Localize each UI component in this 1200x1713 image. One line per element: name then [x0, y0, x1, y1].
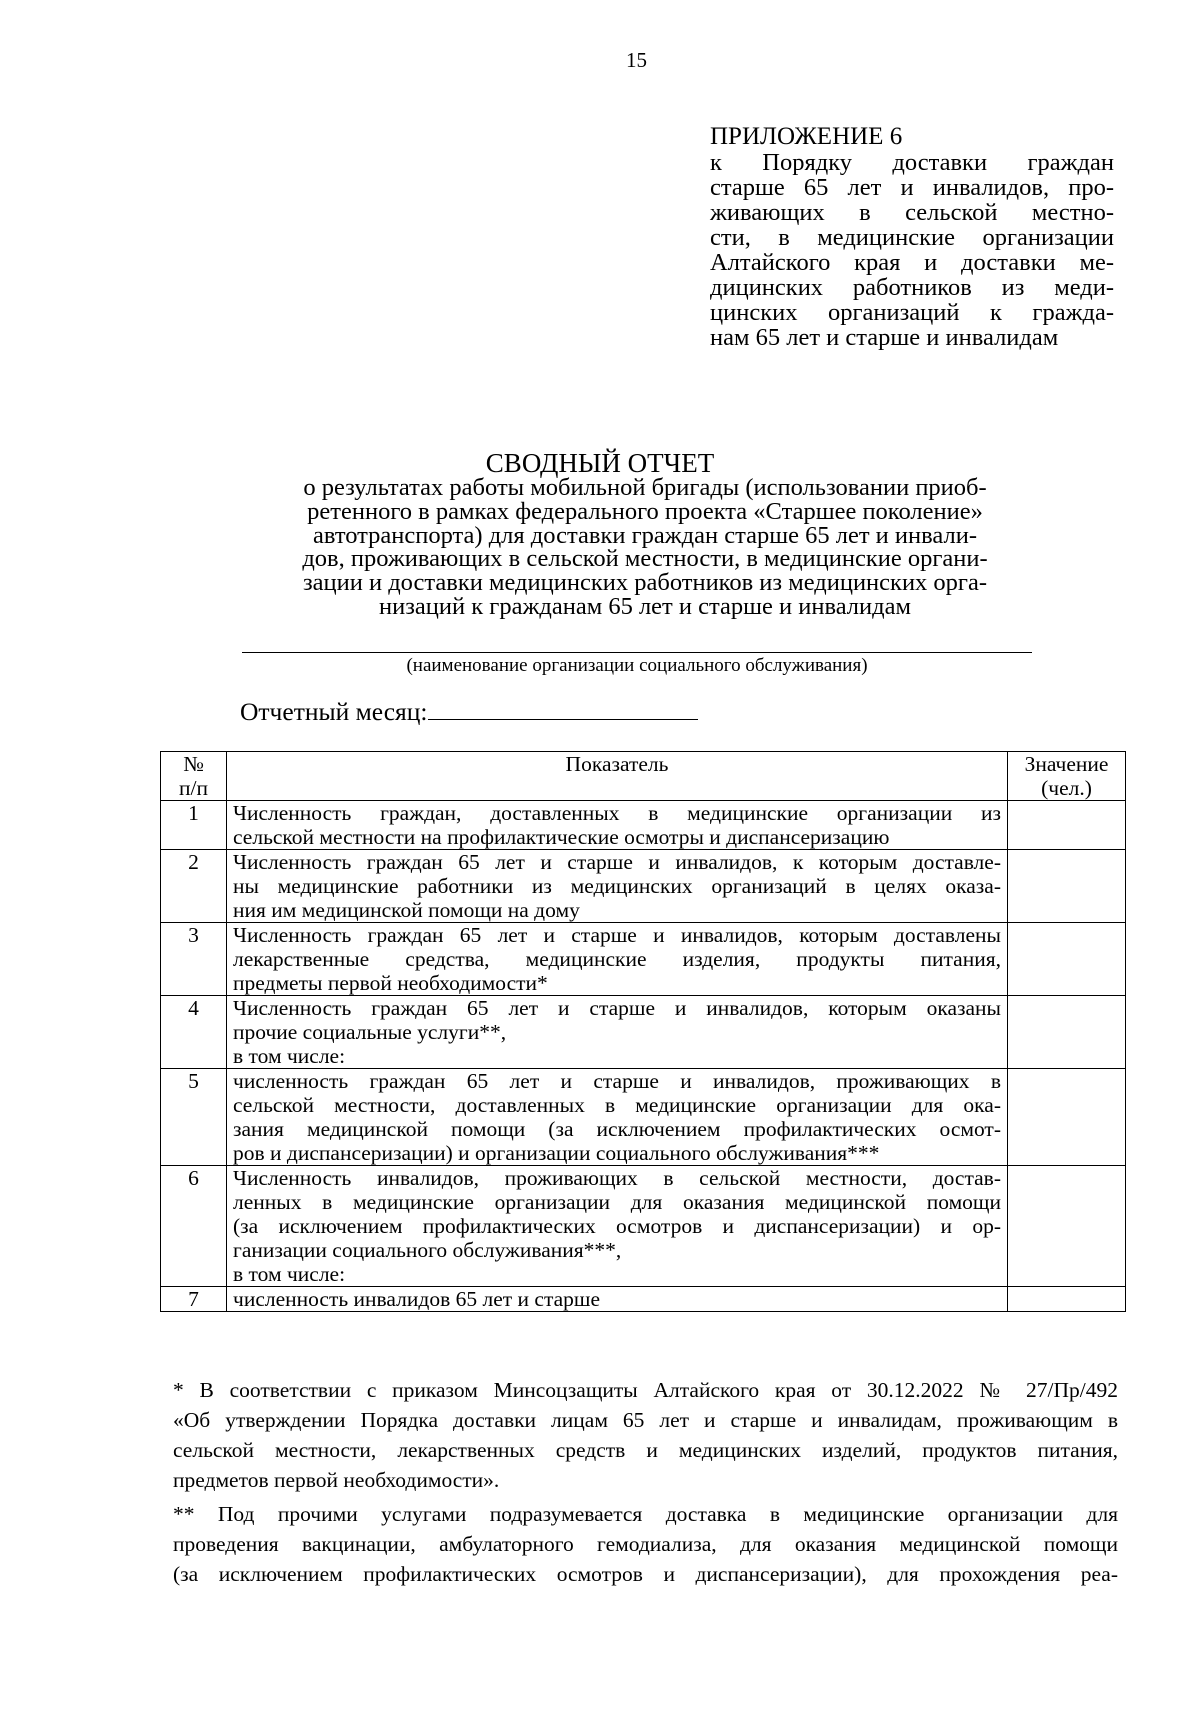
row-indicator [227, 996, 1008, 1069]
row-number: 4 [161, 996, 227, 1069]
footnote-line: сельской местности, лекарственных средств и медицинских изделий, продуктов питания, [173, 1438, 1118, 1462]
row-value-cell[interactable] [1008, 923, 1126, 996]
row-text-line: Численность инвалидов, проживающих в сельской местности, достав- [233, 1166, 1001, 1190]
table-header-row [161, 752, 1126, 801]
row-text-line: Численность граждан 65 лет и старше и инвалидов, которым доставлены [233, 923, 1001, 947]
reporting-month-field[interactable] [428, 697, 698, 720]
row-indicator [227, 923, 1008, 996]
row-text-line: зания медицинской помощи (за исключением профилактических осмот- [233, 1117, 1001, 1141]
organization-name-line[interactable] [242, 652, 1032, 653]
table-row [161, 801, 1126, 850]
footnote-line: проведения вакцинации, амбулаторного гемодиализа, для оказания медицинской помощи [173, 1532, 1118, 1556]
row-text-line: ны медицинские работники из медицинских организаций в целях оказа- [233, 874, 1001, 898]
appendix-line: Алтайского края и доставки ме- [710, 249, 1114, 276]
row-text-line: в том числе: [233, 1044, 346, 1068]
row-number: 6 [161, 1166, 227, 1287]
row-indicator [227, 850, 1008, 923]
header-value-line: (чел.) [1041, 776, 1092, 800]
organization-caption: (наименование организации социального обслуживания) [406, 655, 868, 676]
table-row [161, 1166, 1126, 1287]
report-description-line: дов, проживающих в сельской местности, в медицинские органи- [302, 545, 988, 573]
row-text-line: прочие социальные услуги**, [233, 1020, 507, 1044]
appendix-line: к Порядку доставки граждан [710, 149, 1114, 176]
report-description-line: автотранспорта) для доставки граждан старше 65 лет и инвали- [313, 521, 977, 549]
row-value-cell[interactable] [1008, 996, 1126, 1069]
footnote-line: «Об утверждении Порядка доставки лицам 65 лет и старше и инвалидам, проживающим в [173, 1408, 1118, 1432]
footnote-line: * В соответствии с приказом Минсоцзащиты Алтайского края от 30.12.2022 № 27/Пр/492 [173, 1378, 1118, 1402]
report-description [250, 476, 1040, 619]
row-number: 3 [161, 923, 227, 996]
row-number: 2 [161, 850, 227, 923]
row-indicator [227, 1287, 1008, 1312]
row-text-line: в том числе: [233, 1262, 346, 1286]
row-text-line: (за исключением профилактических осмотров и диспансеризации) и ор- [233, 1214, 1001, 1238]
appendix-title: ПРИЛОЖЕНИЕ 6 [710, 123, 903, 150]
row-text-line: ганизации социального обслуживания***, [233, 1238, 622, 1262]
header-value-line: Значение [1024, 752, 1109, 776]
row-value-cell[interactable] [1008, 1069, 1126, 1166]
reporting-month [240, 697, 698, 727]
row-value-cell[interactable] [1008, 1287, 1126, 1312]
page-number: 15 [626, 48, 647, 72]
table-row [161, 996, 1126, 1069]
row-number: 1 [161, 801, 227, 850]
report-table [160, 751, 1126, 1312]
table-row [161, 1287, 1126, 1312]
appendix-line: нам 65 лет и старше и инвалидам [710, 324, 1059, 351]
report-description-line: ретенного в рамках федерального проекта «Старшее поколение» [307, 497, 983, 525]
table-row [161, 1069, 1126, 1166]
report-title: СВОДНЫЙ ОТЧЕТ [485, 448, 715, 478]
header-value [1008, 752, 1126, 801]
appendix-block [710, 124, 1114, 350]
row-text-line: ния им медицинской помощи на дому [233, 898, 580, 922]
appendix-line: сти, в медицинские организации [710, 224, 1114, 251]
row-value-cell[interactable] [1008, 801, 1126, 850]
reporting-month-label: Отчетный месяц: [240, 697, 428, 726]
row-value-cell[interactable] [1008, 1166, 1126, 1287]
row-text-line: численность граждан 65 лет и старше и инвалидов, проживающих в [233, 1069, 1001, 1093]
row-text-line: сельской местности, доставленных в медицинские организации для ока- [233, 1093, 1001, 1117]
row-text-line: ров и диспансеризации) и организации социального обслуживания*** [233, 1141, 880, 1165]
report-description-line: зации и доставки медицинских работников из медицинских орга- [302, 569, 988, 597]
report-description-line: о результатах работы мобильной бригады (использовании приоб- [303, 474, 987, 501]
row-indicator [227, 1069, 1008, 1166]
row-number: 5 [161, 1069, 227, 1166]
appendix-line: цинских организаций к гражда- [710, 299, 1114, 326]
footnotes [173, 1375, 1118, 1589]
header-number-line: № [183, 752, 204, 776]
row-text-line: предметы первой необходимости* [233, 971, 548, 995]
appendix-line: дицинских работников из меди- [710, 274, 1114, 301]
row-indicator [227, 1166, 1008, 1287]
row-text-line: Численность граждан 65 лет и старше и инвалидов, к которым доставле- [233, 850, 1001, 874]
header-number-line: п/п [179, 776, 208, 800]
row-text-line: Численность граждан, доставленных в медицинские организации из [233, 801, 1001, 825]
appendix-line: живающих в сельской местно- [710, 199, 1114, 226]
row-text-line: лекарственные средства, медицинские изделия, продукты питания, [233, 947, 1001, 971]
footnote-line: ** Под прочими услугами подразумевается доставка в медицинские организации для [173, 1502, 1118, 1526]
row-text-line: сельской местности на профилактические осмотры и диспансеризацию [233, 825, 890, 849]
footnote-2 [173, 1499, 1118, 1589]
header-indicator: Показатель [227, 752, 1008, 801]
report-description-line: низаций к гражданам 65 лет и старше и инвалидам [379, 592, 911, 620]
row-text-line: численность инвалидов 65 лет и старше [233, 1287, 601, 1311]
row-value-cell[interactable] [1008, 850, 1126, 923]
row-indicator [227, 801, 1008, 850]
row-text-line: Численность граждан 65 лет и старше и инвалидов, которым оказаны [233, 996, 1001, 1020]
header-number [161, 752, 227, 801]
table-row [161, 850, 1126, 923]
footnote-line: (за исключением профилактических осмотров и диспансеризации), для прохождения реа- [173, 1562, 1118, 1586]
appendix-line: старше 65 лет и инвалидов, про- [710, 174, 1114, 201]
row-text-line: ленных в медицинские организации для оказания медицинской помощи [233, 1190, 1001, 1214]
table-row [161, 923, 1126, 996]
row-number: 7 [161, 1287, 227, 1312]
footnote-line: предметов первой необходимости». [173, 1468, 500, 1492]
footnote-1 [173, 1375, 1118, 1495]
